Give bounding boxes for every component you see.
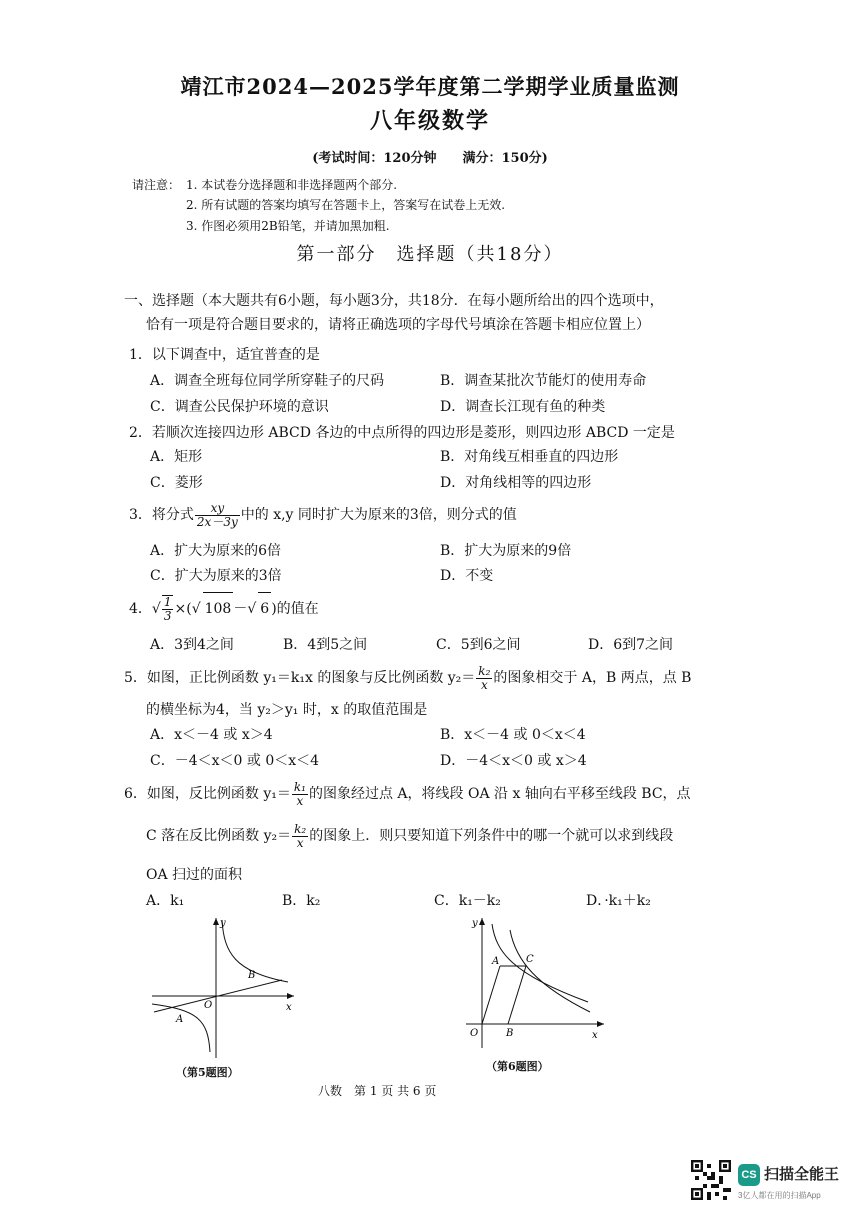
question-1-option-b: B．调查某批次节能灯的使用寿命: [440, 373, 647, 389]
question-5-fraction: [476, 665, 492, 692]
question-2-option-b: B．对角线互相垂直的四边形: [440, 449, 619, 465]
exam-subtitle: 八年级数学: [369, 108, 490, 134]
note-item: 2. 所有试题的答案均填写在答题卡上，答案写在试卷上无效.: [186, 198, 506, 212]
question-2-stem: 2．若顺次连接四边形 ABCD 各边的中点所得的四边形是菱形，则四边形 ABCD 一定是: [129, 425, 675, 441]
figure-6-y-label: y: [472, 918, 478, 929]
qr-code-icon: [691, 1160, 731, 1200]
question-5-stem: [124, 662, 691, 694]
watermark-tagline: 3亿人都在用的扫描App: [738, 1191, 821, 1200]
fraction-numerator: xy: [195, 502, 240, 516]
camscanner-logo-icon: CS: [738, 1164, 760, 1186]
part-title: 第一部分 选择题（共18分）: [296, 244, 564, 265]
question-2-option-c: C．菱形: [150, 475, 203, 491]
figure-5-origin-label: O: [204, 1000, 213, 1011]
question-3-fraction: [195, 502, 240, 529]
question-3-option-d: D．不变: [440, 568, 494, 584]
question-5-option-a: A．x＜－4 或 x＞4: [150, 727, 273, 743]
exam-title: 靖江市2024—2025学年度第二学期学业质量监测: [180, 74, 680, 99]
figure-5: [148, 912, 298, 1062]
figure-6-segment-oa: [482, 966, 500, 1024]
fraction-numerator: k₁: [293, 779, 306, 794]
question-6-option-b: B．k₂: [282, 893, 321, 909]
section-instructions-line1: 一、选择题（本大题共有6小题，每小题3分，共18分．在每小题所给出的四个选项中，: [124, 293, 664, 309]
question-5-stem-suffix: 的图象相交于 A，B 两点，点 B: [493, 670, 692, 686]
figure-6-caption: （第6题图）: [486, 1060, 549, 1073]
question-3-stem: [129, 500, 517, 530]
question-4-fraction: [162, 595, 174, 623]
question-6-stem: [124, 778, 691, 810]
question-6-stem-line2: [146, 820, 673, 852]
question-5-option-b: B．x＜－4 或 0＜x＜4: [440, 727, 586, 743]
question-4-stem-mid: ×(: [174, 601, 192, 617]
figure-6-point-c-label: C: [526, 954, 534, 965]
figure-5-x-label: x: [286, 1002, 292, 1013]
question-6-line2-fraction: [292, 823, 308, 850]
figure-6-point-a-label: A: [492, 956, 500, 967]
sqrt-sign: √: [151, 601, 161, 617]
question-6-stem-prefix: 6．如图，反比例函数 y₁＝: [124, 786, 291, 802]
note-item: 3. 作图必须用2B铅笔，并请加黑加粗.: [186, 219, 390, 233]
question-5-option-d: D．－4＜x＜0 或 x＞4: [440, 753, 587, 769]
question-1-stem: 1．以下调查中，适宜普查的是: [129, 347, 320, 363]
question-2-option-d: D．对角线相等的四边形: [440, 475, 592, 491]
question-4-option-c: C．5到6之间: [436, 637, 521, 653]
sqrt-sign: √: [191, 601, 201, 617]
note-item: 1. 本试卷分选择题和非选择题两个部分.: [186, 178, 398, 192]
figure-5-caption: （第5题图）: [176, 1066, 239, 1079]
question-1-option-c: C．调查公民保护环境的意识: [150, 399, 329, 415]
question-1-option-a: A．调查全班每位同学所穿鞋子的尺码: [150, 373, 385, 389]
figure-6: [458, 912, 608, 1054]
question-6-option-a: A．k₁: [146, 893, 185, 909]
figure-6-point-b-label: B: [506, 1028, 514, 1039]
figure-5-hyperbola-branch-2: [152, 1004, 210, 1052]
sqrt-sign: √: [247, 601, 257, 617]
figure-5-y-label: y: [220, 918, 226, 929]
notes-label: 请注意：: [132, 178, 181, 192]
watermark-app-name: 扫描全能王: [764, 1166, 840, 1183]
exam-info: (考试时间：120分钟 满分：150分): [312, 151, 548, 166]
figure-6-x-arrow: [597, 1021, 604, 1027]
question-6-line2-prefix: C 落在反比例函数 y₂＝: [146, 828, 292, 844]
question-4-option-d: D．6到7之间: [588, 637, 674, 653]
fraction-denominator: 3: [163, 609, 172, 623]
figure-6-origin-label: O: [470, 1028, 479, 1039]
figure-5-point-b-label: B: [248, 970, 256, 981]
fraction-denominator: 2x－3y: [196, 514, 238, 529]
fraction-denominator: x: [296, 835, 304, 850]
figure-6-hyperbola-k2: [510, 930, 590, 1012]
question-3-stem-prefix: 3．将分式: [129, 507, 194, 523]
fraction-denominator: x: [480, 677, 488, 692]
question-5-option-c: C．－4＜x＜0 或 0＜x＜4: [150, 753, 320, 769]
question-6-stem-line3: OA 扫过的面积: [146, 867, 243, 883]
figure-5-y-arrow: [213, 918, 219, 925]
question-4-stem-suffix: )的值在: [271, 601, 319, 617]
question-4-stem-prefix: 4．: [129, 601, 152, 617]
fraction-numerator: k₂: [294, 821, 307, 836]
question-3-option-a: A．扩大为原来的6倍: [150, 543, 282, 559]
question-2-option-a: A．矩形: [150, 449, 203, 465]
fraction-numerator: 1: [163, 595, 172, 609]
question-6-line2-suffix: 的图象上．则只要知道下列条件中的哪一个就可以求到线段: [309, 828, 674, 844]
page-footer: 八数 第 1 页 共 6 页: [318, 1084, 437, 1098]
question-4-option-a: A．3到4之间: [150, 637, 234, 653]
question-4-sqrt-1: 108: [203, 592, 234, 625]
question-3-option-c: C．扩大为原来的3倍: [150, 568, 282, 584]
figure-6-x-label: x: [592, 1030, 598, 1041]
question-5-stem-line2: 的横坐标为4，当 y₂＞y₁ 时，x 的取值范围是: [146, 702, 428, 718]
question-6-stem-suffix: 的图象经过点 A，将线段 OA 沿 x 轴向右平移至线段 BC，点: [308, 786, 691, 802]
question-3-option-b: B．扩大为原来的9倍: [440, 543, 572, 559]
figure-6-segment-bc: [508, 966, 526, 1024]
question-4-stem: [129, 592, 319, 625]
question-4-option-b: B．4到5之间: [283, 637, 368, 653]
fraction-denominator: x: [296, 793, 304, 808]
section-instructions-line2: 恰有一项是符合题目要求的，请将正确选项的字母代号填涂在答题卡相应位置上）: [146, 317, 650, 333]
figure-6-y-arrow: [479, 918, 485, 925]
question-4-sqrt-2: 6: [258, 592, 271, 625]
figure-6-hyperbola-k1: [492, 924, 588, 1002]
question-6-option-d: D．·k₁＋k₂: [586, 893, 651, 909]
question-1-option-d: D．调查长江现有鱼的种类: [440, 399, 606, 415]
figure-5-x-arrow: [287, 993, 294, 999]
figure-5-point-a-label: A: [176, 1014, 184, 1025]
question-6-option-c: C．k₁－k₂: [434, 893, 501, 909]
minus-sign: －: [233, 601, 248, 617]
question-5-stem-prefix: 5．如图，正比例函数 y₁＝k₁x 的图象与反比例函数 y₂＝: [124, 670, 476, 686]
question-3-stem-suffix: 中的 x,y 同时扩大为原来的3倍，则分式的值: [240, 507, 517, 523]
question-6-fraction: [292, 781, 308, 808]
fraction-numerator: k₂: [478, 663, 491, 678]
